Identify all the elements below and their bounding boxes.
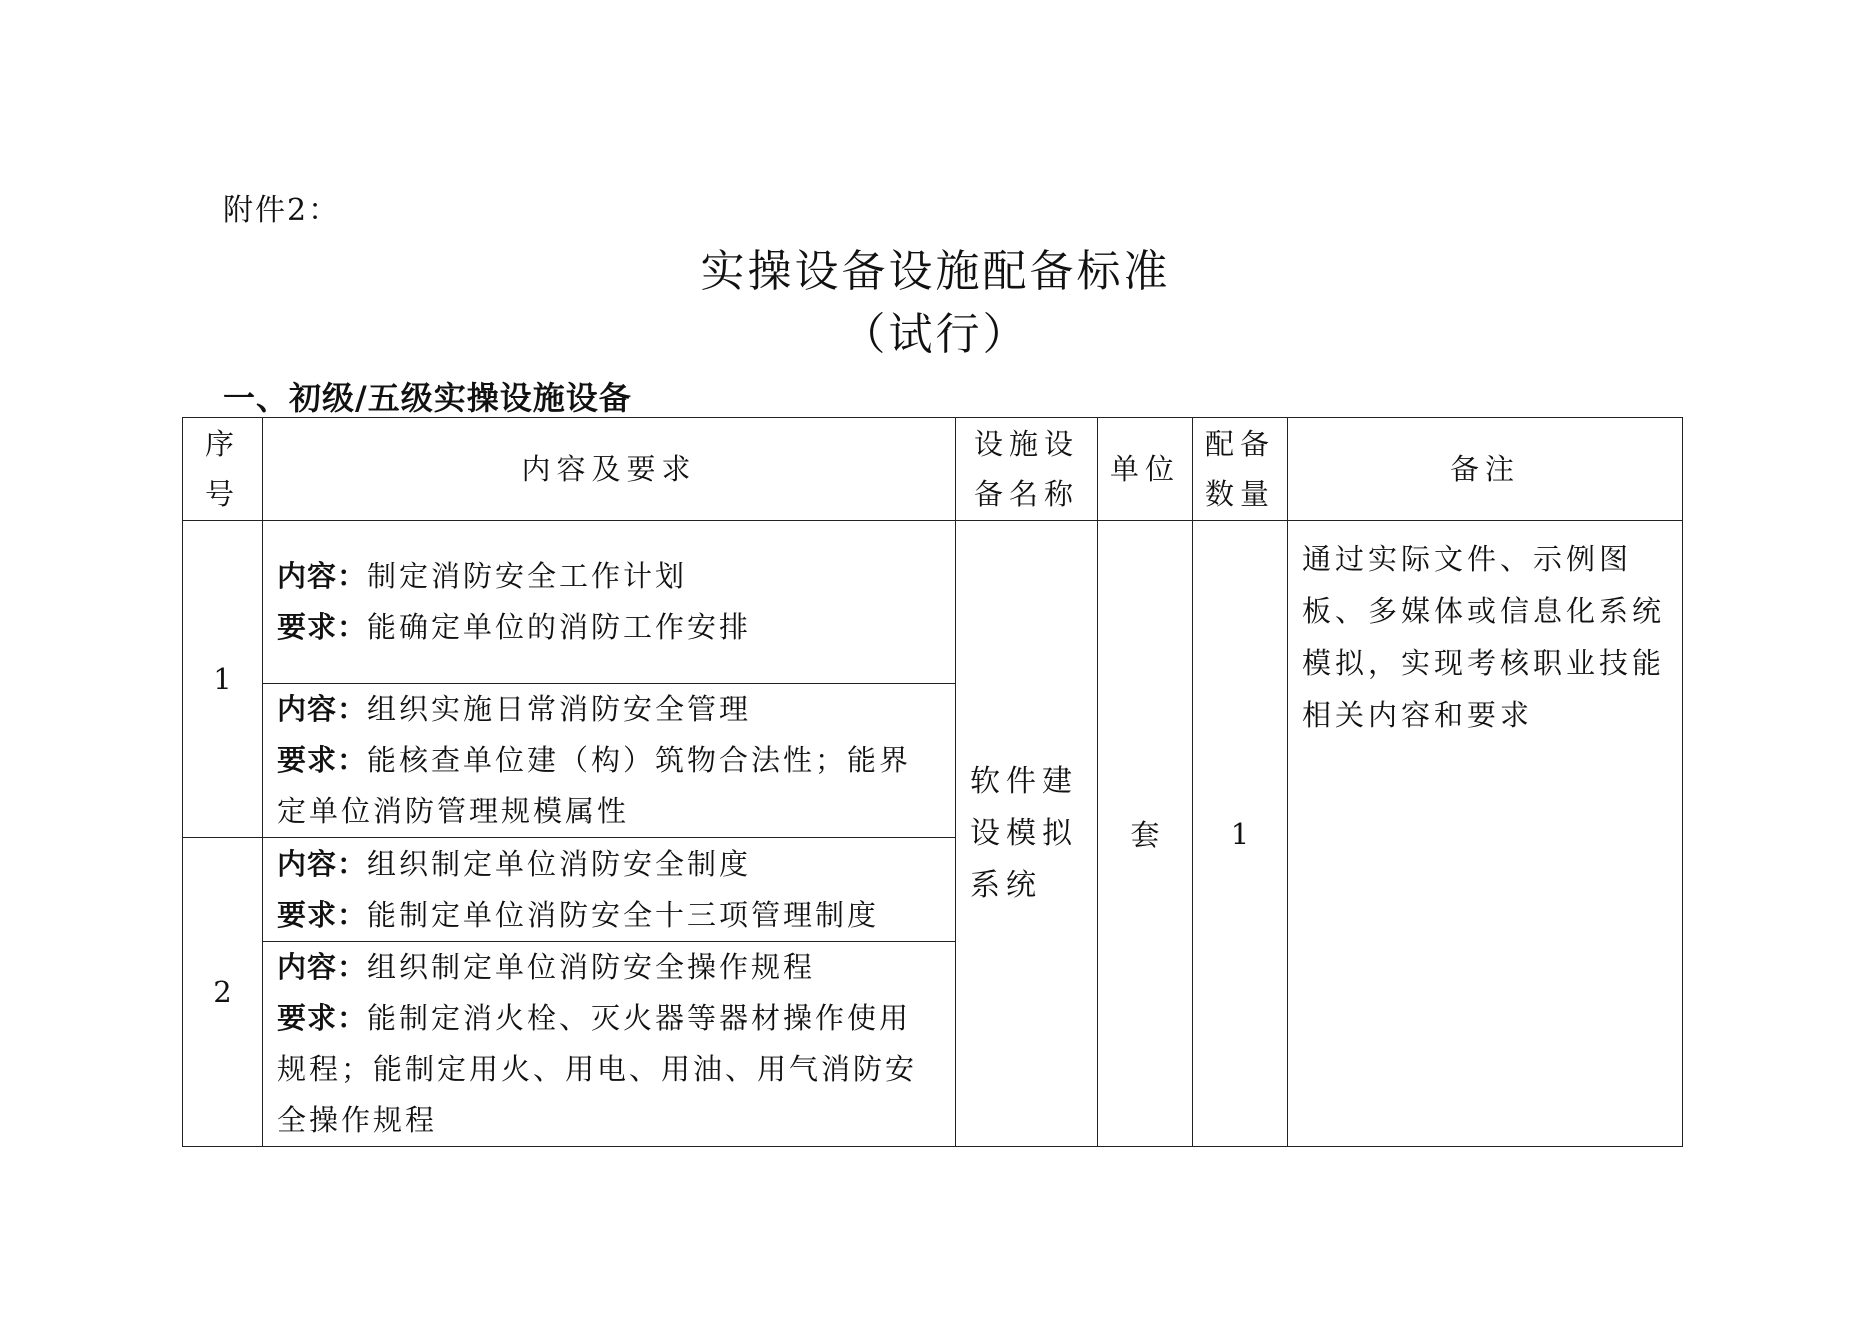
seq-cell: 1 — [183, 521, 263, 838]
requirement-text: 能制定消火栓、灭火器等器材操作使用规程；能制定用火、用电、用油、用气消防安全操作规程 — [277, 1001, 918, 1137]
header-remark: 备注 — [1288, 418, 1683, 521]
content-cell — [263, 838, 956, 942]
header-quantity: 配备 数量 — [1193, 418, 1288, 521]
content-text: 组织实施日常消防安全管理 — [367, 692, 752, 726]
content-text: 组织制定单位消防安全制度 — [367, 846, 752, 881]
equipment-standard-table — [182, 417, 1683, 1147]
content-text: 制定消防安全工作计划 — [367, 559, 688, 593]
table-header-row — [183, 418, 1683, 521]
content-label: 内容： — [277, 846, 368, 881]
document-subtitle: （试行） — [841, 309, 1030, 360]
facility-name-cell: 软件建设模拟系统 — [956, 521, 1098, 1147]
requirement-text: 能制定单位消防安全十三项管理制度 — [367, 897, 880, 932]
content-cell — [263, 942, 956, 1147]
content-label: 内容： — [277, 559, 368, 593]
requirement-label: 要求： — [277, 897, 368, 932]
header-facility: 设施设 备名称 — [956, 418, 1098, 521]
header-unit: 单位 — [1098, 418, 1193, 521]
content-label: 内容： — [277, 950, 368, 984]
content-cell — [263, 684, 956, 838]
header-seq: 序 号 — [183, 418, 263, 521]
requirement-label: 要求： — [277, 610, 368, 644]
requirement-label: 要求： — [277, 743, 368, 777]
requirement-text: 能核查单位建（构）筑物合法性；能界定单位消防管理规模属性 — [277, 743, 912, 828]
attachment-label: 附件2： — [223, 193, 341, 228]
section-heading: 一、初级/五级实操设施设备 — [223, 379, 632, 417]
quantity-cell: 1 — [1193, 521, 1288, 1147]
content-text: 组织制定单位消防安全操作规程 — [367, 950, 816, 984]
remark-cell: 通过实际文件、示例图板、多媒体或信息化系统模拟，实现考核职业技能相关内容和要求 — [1288, 521, 1683, 1147]
table-row — [183, 521, 1683, 684]
content-cell — [263, 521, 956, 684]
document-title: 实操设备设施配备标准 — [700, 246, 1171, 297]
content-label: 内容： — [277, 692, 368, 726]
requirement-text: 能确定单位的消防工作安排 — [367, 610, 752, 644]
unit-cell: 套 — [1098, 521, 1193, 1147]
requirement-label: 要求： — [277, 1001, 368, 1035]
seq-cell: 2 — [183, 838, 263, 1147]
header-content: 内容及要求 — [263, 418, 956, 521]
